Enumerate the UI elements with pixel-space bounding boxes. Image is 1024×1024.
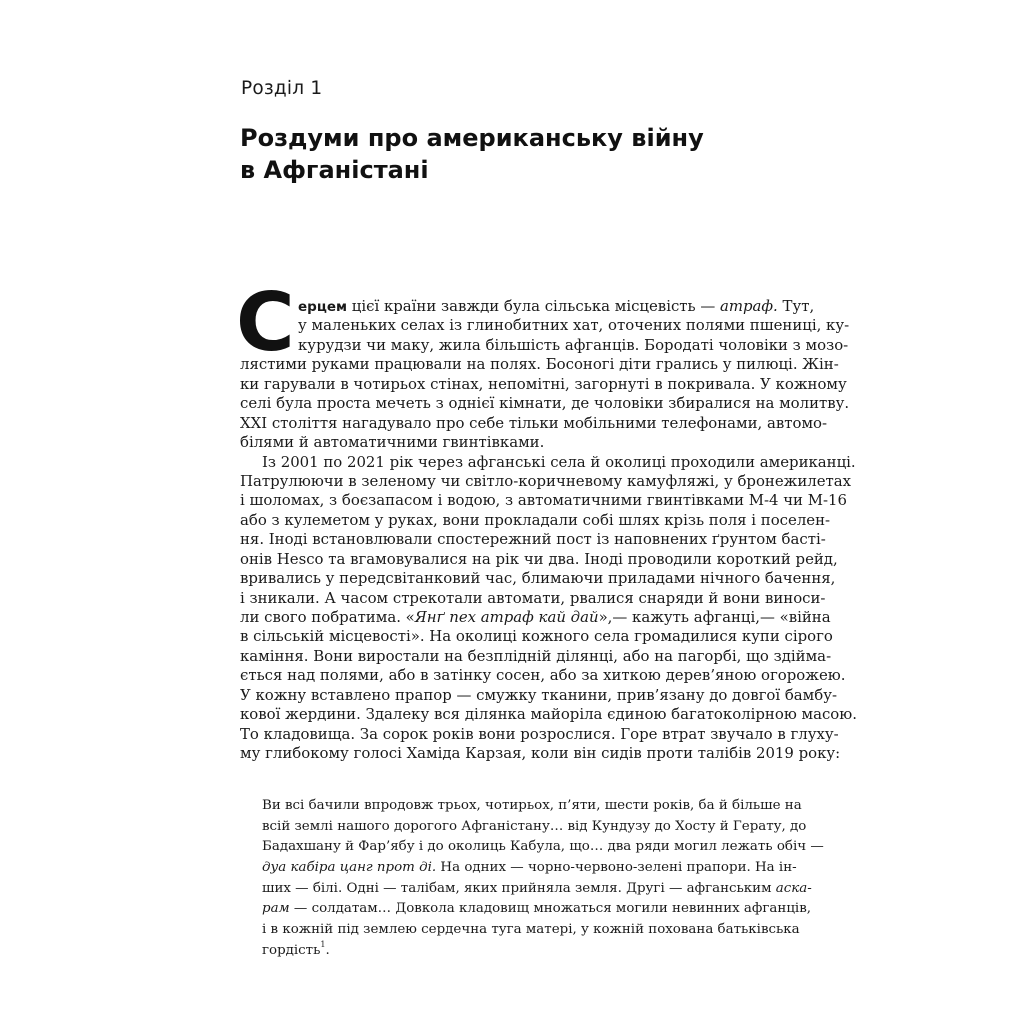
chapter-title-line-1: Роздуми про американську війну	[240, 124, 704, 152]
paragraph-line: ерцем цієї країни завжди була сільська місцевість — атраф. Тут,	[298, 297, 815, 315]
paragraph-line: ня. Іноді встановлювали спостережний пост із наповнених ґрунтом басті-	[240, 530, 826, 549]
footnote-marker[interactable]: 1	[320, 939, 326, 949]
paragraph-line: і шоломах, з боєзапасом і водою, з автоматичними гвинтівками М-4 чи М-16	[240, 491, 847, 510]
drop-cap: С	[236, 276, 295, 369]
quote-line: дуа кабіра цанг прот ді. На одних — чорно-червоно-зелені прапори. На ін-	[262, 860, 797, 876]
quote-line: ших — білі. Одні — талібам, яких прийняла земля. Другі — афганським аска-	[262, 880, 812, 896]
quote-line: Ви всі бачили впродовж трьох, чотирьох, п’яти, шести років, ба й більше на	[262, 798, 802, 813]
paragraph-line: кової жердини. Здалеку вся ділянка майоріла єдиною багатоколірною масою.	[240, 705, 857, 724]
paragraph-line: у маленьких селах із глинобитних хат, оточених полями пшениці, ку-	[298, 316, 850, 335]
paragraph-line: онів Hesco та вгамовувалися на рік чи два. Іноді проводили короткий рейд,	[240, 549, 838, 568]
chapter-title	[240, 122, 800, 186]
paragraph-line: білями й автоматичними гвинтівками.	[240, 433, 545, 452]
italic-term: рам	[262, 901, 290, 917]
quote-line: Бадахшану й Фар’ябу і до околиць Кабула, що… два ряди могил лежать обіч —	[262, 839, 824, 855]
italic-term: аска-	[775, 880, 812, 896]
paragraph-line: Із 2001 по 2021 рік через афганські села й околиці проходили американці.	[262, 452, 856, 471]
body-text	[236, 276, 857, 764]
paragraph-line: курудзи чи маку, жила більшість афганців. Бородаті чоловіки з мозо-	[298, 335, 849, 354]
paragraph-line: ється над полями, або в затінку сосен, або за хиткою дерев’яною огорожею.	[240, 666, 846, 685]
lead-word: ерцем	[298, 299, 348, 315]
italic-term: дуа кабіра цанг прот ді.	[262, 860, 437, 876]
paragraph-line: XXI століття нагадувало про себе тільки мобільними телефонами, автомо-	[240, 413, 828, 432]
paragraph-line: ки гарували в чотирьох стінах, непомітні, загорнуті в покривала. У кожному	[240, 374, 847, 393]
quote-line: і в кожній під землею сердечна туга матері, у кожній похована батьківська	[262, 922, 800, 938]
block-quote	[262, 796, 824, 962]
paragraph-line: і зникали. А часом стрекотали автомати, рвалися снаряди й вони виноси-	[240, 588, 826, 607]
paragraph-line: То кладовища. За сорок років вони розрослися. Горе втрат звучало в глуху-	[240, 724, 839, 743]
quote-line: всій землі нашого дорогого Афганістану… від Кундузу до Хосту й Герату, до	[262, 818, 807, 834]
paragraph-line: Патрулюючи в зеленому чи світло-коричневому камуфляжі, у бронежилетах	[240, 471, 852, 490]
paragraph-line: му глибокому голосі Хаміда Карзая, коли він сидів проти талібів 2019 року:	[240, 744, 841, 763]
chapter-title-line-2: в Афганістані	[240, 156, 429, 184]
paragraph-line: в сільській місцевості». На околиці кожного села громадилися купи сірого	[240, 627, 833, 646]
paragraph-line: селі була проста мечеть з однієї кімнати, де чоловіки збиралися на молитву.	[240, 394, 850, 413]
paragraph-line: ли свого побратима. «Янґ пех атраф кай дай»,— кажуть афганці,— «війна	[240, 608, 831, 626]
paragraph-line: або з кулеметом у руках, вони прокладали собі шлях крізь поля і поселен-	[240, 510, 831, 529]
paragraph-line: У кожну вставлено прапор — смужку тканини, прив’язану до довгої бамбу-	[240, 685, 838, 704]
paragraph-line: каміння. Вони виростали на безплідній ділянці, або на пагорбі, що здійма-	[240, 646, 832, 665]
paragraph-line: лястими руками працювали на полях. Босоногі діти грались у пилюці. Жін-	[240, 355, 839, 374]
quote-line: гордість$^1$.	[262, 939, 330, 958]
italic-term: Янґ пех атраф кай дай	[414, 608, 599, 626]
italic-term: атраф.	[720, 297, 778, 315]
chapter-label: Розділ 1	[241, 78, 323, 99]
paragraph-line: вривались у передсвітанковий час, блимаючи приладами нічного бачення,	[240, 569, 836, 588]
quote-line: рам — солдатам… Довкола кладовищ множаться могили невинних афганців,	[262, 901, 812, 917]
